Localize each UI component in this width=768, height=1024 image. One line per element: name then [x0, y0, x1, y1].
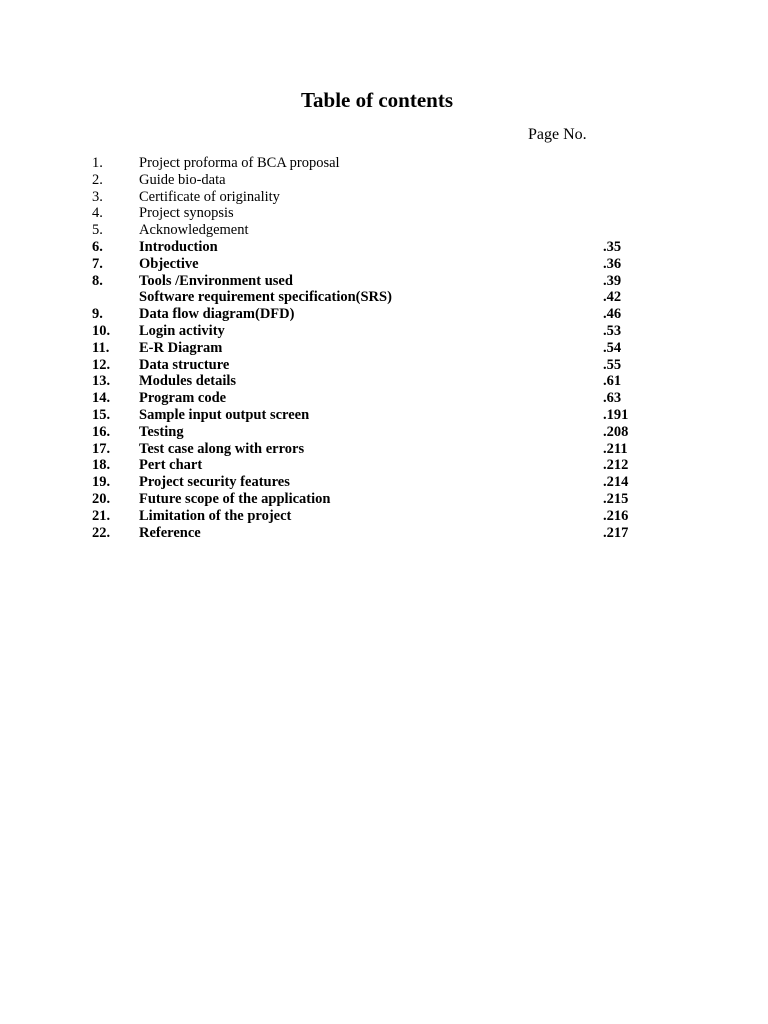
toc-entry-label: Introduction	[139, 238, 218, 255]
toc-entry	[92, 340, 652, 357]
toc-entry-number: 6.	[92, 238, 103, 255]
toc-entry-page-number: .39	[603, 272, 622, 289]
toc-entry-label: Modules details	[139, 373, 237, 390]
toc-entry	[92, 189, 652, 206]
toc-entry-page-number: .61	[603, 373, 622, 390]
toc-entry	[92, 373, 652, 390]
toc-entry-page-number: .216	[603, 507, 629, 524]
toc-entry	[92, 256, 652, 273]
toc-entry-label: Data structure	[139, 356, 230, 373]
toc-entry-number: 3.	[92, 188, 103, 205]
toc-entry-label: Guide bio-data	[139, 171, 226, 188]
toc-entry-label: Limitation of the project	[139, 507, 292, 524]
toc-entry-label: Project synopsis	[139, 205, 234, 222]
page-title: Table of contents	[300, 88, 454, 112]
toc-entry-page-number: .42	[603, 289, 622, 306]
toc-entry-label: Project proforma of BCA proposal	[139, 155, 340, 171]
toc-entry-page-number: .55	[603, 356, 622, 373]
toc-entry-number: 15.	[92, 406, 111, 423]
toc-entry-number: 10.	[92, 322, 111, 339]
toc-entry	[92, 525, 652, 542]
toc-entry-page-number: .36	[603, 255, 622, 272]
toc-entry-number: 17.	[92, 440, 111, 457]
toc-entry-number: 2.	[92, 171, 103, 188]
toc-entry-number: 4.	[92, 205, 103, 222]
toc-entry	[92, 205, 652, 222]
toc-entry-number: 16.	[92, 423, 111, 440]
toc-entry-page-number: .217	[603, 524, 629, 541]
toc-entry-page-number: .214	[603, 474, 629, 491]
toc-entry	[92, 222, 652, 239]
toc-entry-number: 20.	[92, 490, 111, 507]
toc-entry	[92, 323, 652, 340]
toc-entry-page-number: .208	[603, 423, 629, 440]
toc-entry	[92, 273, 652, 290]
toc-entry-label: Testing	[139, 423, 184, 440]
toc-entry-number: 13.	[92, 373, 111, 390]
toc-entry-label: Program code	[139, 390, 227, 407]
toc-entry	[92, 474, 652, 491]
toc-entry-number: 8.	[92, 272, 103, 289]
toc-entry	[92, 357, 652, 374]
toc-entry-page-number: .211	[603, 440, 628, 457]
toc-entry-label: Login activity	[139, 322, 225, 339]
toc-entry-label: Data flow diagram(DFD)	[139, 306, 295, 323]
toc-entry-number: 5.	[92, 222, 103, 239]
toc-entry	[92, 155, 652, 172]
toc-entry	[92, 289, 652, 306]
toc-entry-label: Reference	[139, 524, 201, 541]
toc-entry-page-number: .191	[603, 406, 629, 423]
toc-entry-label: Future scope of the application	[139, 490, 331, 507]
toc-entry-label: Software requirement specification(SRS)	[139, 289, 392, 306]
toc-entry	[92, 457, 652, 474]
toc-entry	[92, 390, 652, 407]
toc-entry-number: 9.	[92, 306, 103, 323]
toc-entry-page-number: .215	[603, 490, 629, 507]
toc-entry-number: 7.	[92, 255, 103, 272]
toc-entry	[92, 172, 652, 189]
toc-entry	[92, 441, 652, 458]
toc-entry	[92, 239, 652, 256]
toc-entry	[92, 407, 652, 424]
toc-entry-page-number: .35	[603, 238, 622, 255]
toc-entry-label: Project security features	[139, 474, 290, 491]
toc-entry-number: 1.	[92, 155, 103, 171]
toc-entry-page-number: .46	[603, 306, 622, 323]
toc-entry-label: Sample input output screen	[139, 406, 310, 423]
page-number-column-header: Page No.	[528, 126, 587, 143]
toc-entry-page-number: .53	[603, 322, 622, 339]
toc-entry-number: 19.	[92, 474, 111, 491]
toc-entry	[92, 491, 652, 508]
toc-entry	[92, 508, 652, 525]
toc-entry-label: Acknowledgement	[139, 222, 249, 239]
toc-entry-label: Tools /Environment used	[139, 272, 293, 289]
toc-entry	[92, 424, 652, 441]
toc-entry	[92, 306, 652, 323]
toc-entry-label: Test case along with errors	[139, 440, 305, 457]
toc-entry-number: 18.	[92, 457, 111, 474]
table-of-contents-list	[92, 155, 652, 541]
toc-entry-number: 14.	[92, 390, 111, 407]
toc-entry-number: 12.	[92, 356, 111, 373]
toc-entry-number: 22.	[92, 524, 111, 541]
toc-entry-label: E-R Diagram	[139, 339, 223, 356]
toc-entry-number: 21.	[92, 507, 111, 524]
toc-entry-page-number: .212	[603, 457, 629, 474]
toc-entry-page-number: .63	[603, 390, 622, 407]
toc-entry-label: Pert chart	[139, 457, 203, 474]
toc-entry-label: Certificate of originality	[139, 188, 280, 205]
toc-entry-number: 11.	[92, 339, 110, 356]
toc-entry-page-number: .54	[603, 339, 622, 356]
toc-entry-label: Objective	[139, 255, 199, 272]
